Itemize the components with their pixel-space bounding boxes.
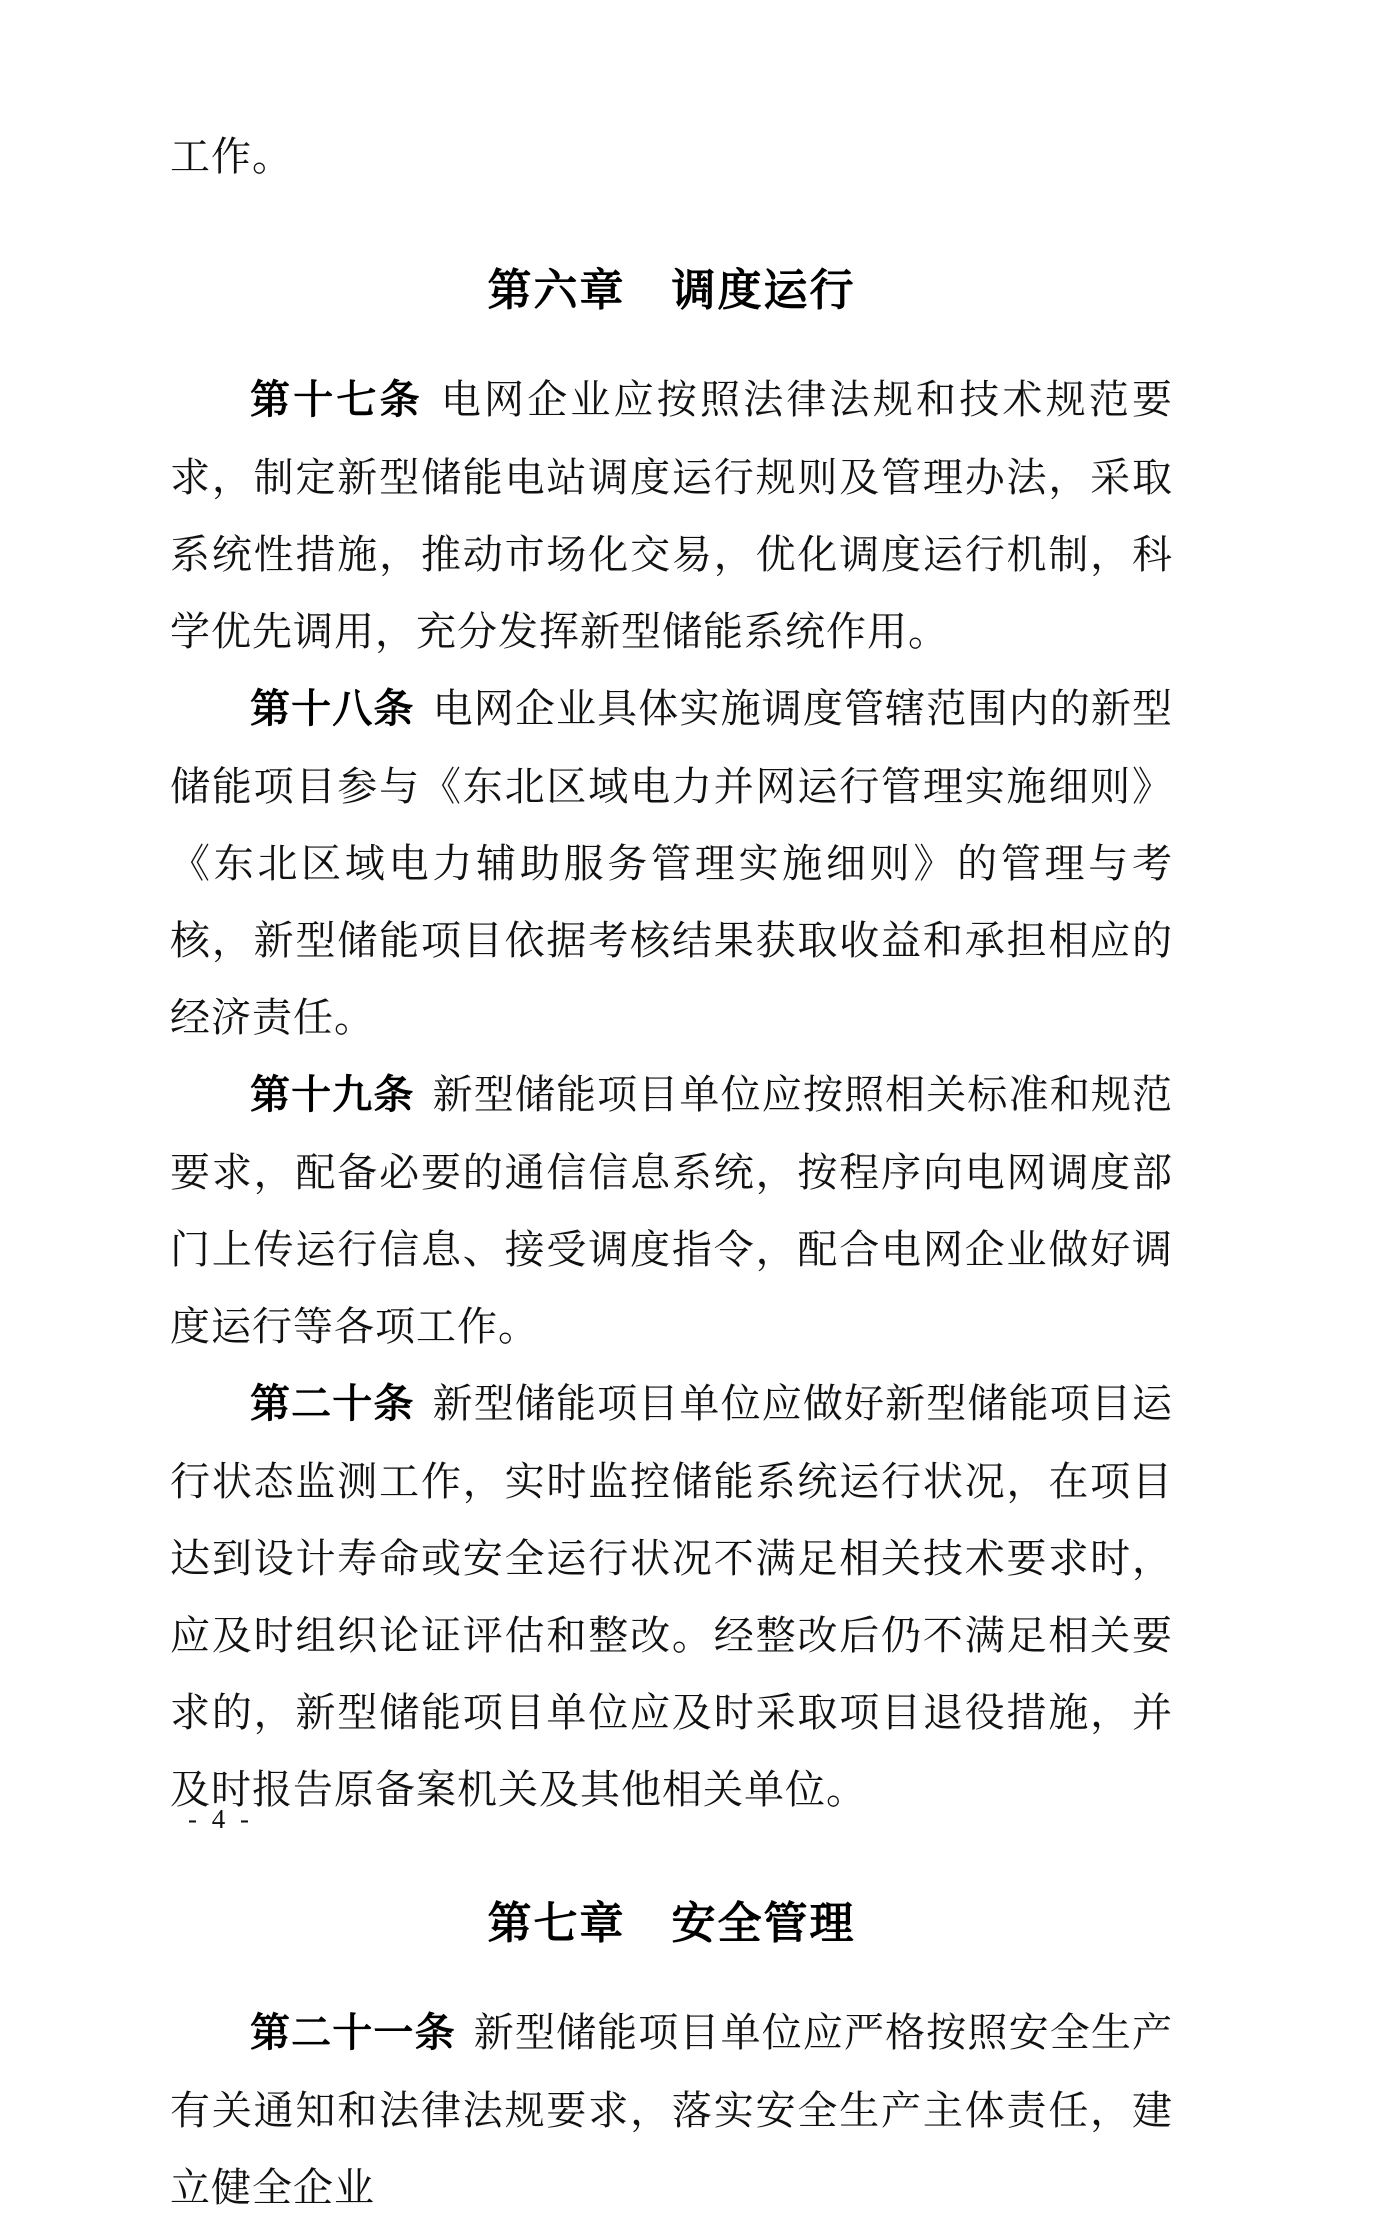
article-20-number: 第二十条 [250, 1382, 415, 1426]
article-17 [170, 361, 1173, 670]
article-21 [170, 1994, 1173, 2226]
article-21-number: 第二十一条 [250, 2011, 456, 2055]
article-21-text: 新型储能项目单位应严格按照安全生产有关通知和法律法规要求，落实安全生产主体责任，建立健全企业 [170, 2010, 1174, 2210]
chapter-heading-dispatch-operation: 第六章 调度运行 [487, 266, 856, 315]
chapter-heading-safety-management: 第七章 安全管理 [487, 1899, 856, 1948]
article-19-number: 第十九条 [250, 1073, 415, 1117]
page-number: - 4 - [188, 1804, 253, 1834]
paragraph-continuation: 工作。 [170, 134, 293, 179]
article-17-number: 第十七条 [250, 378, 423, 422]
article-18-text: 电网企业具体实施调度管辖范围内的新型储能项目参与《东北区域电力并网运行管理实施细则》《东北区域电力辅助服务管理实施细则》的管理与考核，新型储能项目依据考核结果获取收益和承担相应的经济责任。 [170, 686, 1174, 1040]
article-19-text: 新型储能项目单位应按照相关标准和规范要求，配备必要的通信信息系统，按程序向电网调度部门上传运行信息、接受调度指令，配合电网企业做好调度运行等各项工作。 [170, 1072, 1174, 1349]
article-17-text: 电网企业应按照法律法规和技术规范要求，制定新型储能电站调度运行规则及管理办法，采取系统性措施，推动市场化交易，优化调度运行机制，科学优先调用，充分发挥新型储能系统作用。 [170, 377, 1174, 654]
article-18 [170, 670, 1173, 1056]
article-20 [170, 1365, 1173, 1828]
article-18-number: 第十八条 [250, 687, 415, 731]
article-20-text: 新型储能项目单位应做好新型储能项目运行状态监测工作，实时监控储能系统运行状况，在项目达到设计寿命或安全运行状况不满足相关技术要求时，应及时组织论证评估和整改。经整改后仍不满足相关要求的，新型储能项目单位应及时采取项目退役措施，并及时报告原备案机关及其他相关单位。 [170, 1381, 1174, 1812]
article-19 [170, 1056, 1173, 1365]
